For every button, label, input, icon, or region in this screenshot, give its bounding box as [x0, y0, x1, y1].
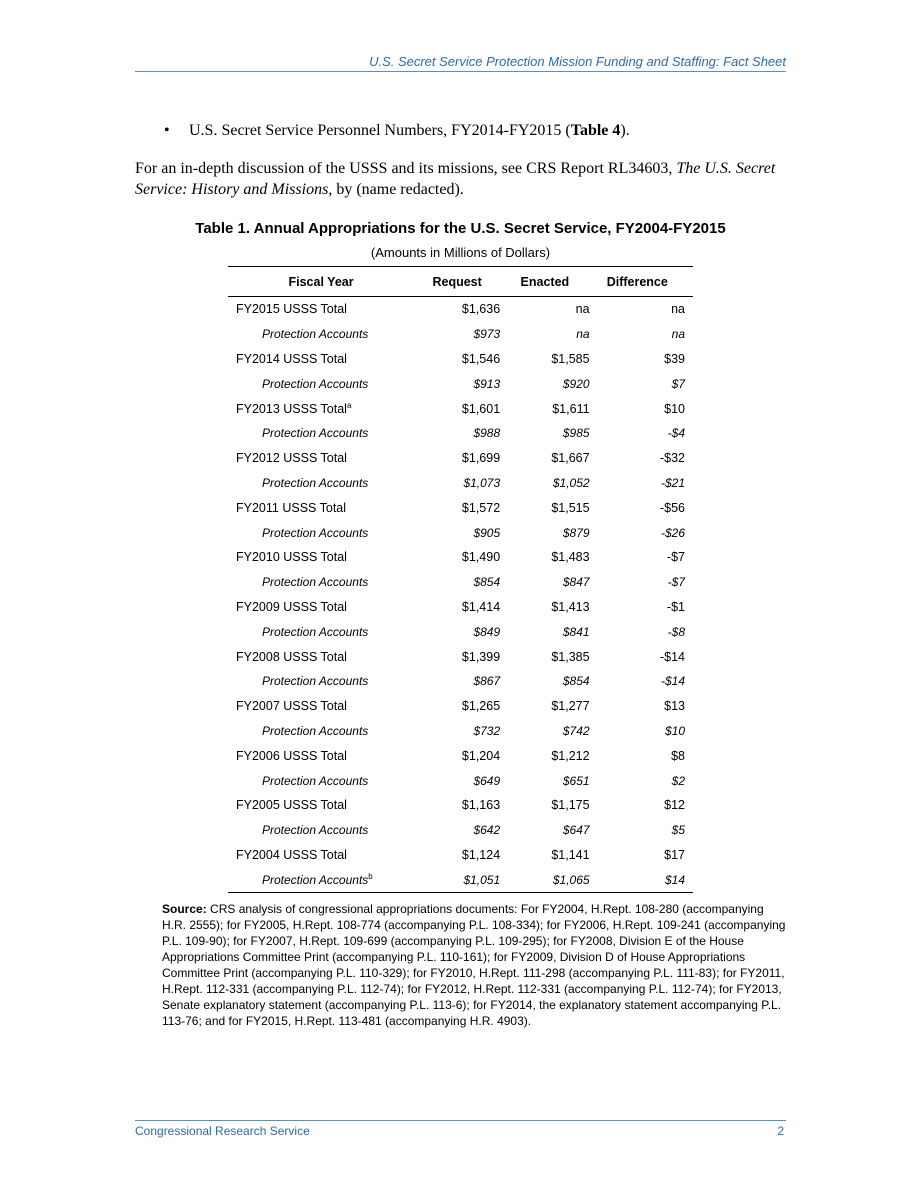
cell-enacted: [500, 669, 589, 694]
cell-enacted-text: $1,212: [551, 748, 590, 763]
cell-difference: [590, 297, 693, 322]
cell-enacted: [500, 371, 589, 396]
cell-fiscal-year: [228, 843, 414, 868]
table-row-protection-accounts: [228, 570, 693, 595]
cell-difference-text: -$8: [667, 624, 685, 639]
source-text: CRS analysis of congressional appropriations documents: For FY2004, H.Rept. 108-280 (accompanying H.R. 2555); for FY2005, H.Rept. 108-774 (accompanying P.L. 108-334); for FY2006, H.Rept. 109-241 (accompanying P.L. 109-90); for FY2007, H.Rept. 109-699 (accompanying P.L. 109-295); for FY2008, Division E of the House Appropriations Committee Print (accompanying P.L. 110-161); for FY2009, Division D of House Appropriations Committee Print (accompanying P.L. 110-329); for FY2010, H.Rept. 111-298 (accompanying P.L. 111-83); for FY2011, H.Rept. 112-331 (accompanying P.L. 112-74); for FY2012, H.Rept. 112-331 (accompanying P.L. 112-74); for FY2013, Senate explanatory statement (accompanying P.L. 113-6); for FY2014, the explanatory statement accompanying P.L. 113-76; and for FY2015, H.Rept. 113-481 (accompanying H.R. 4903).: [162, 902, 786, 1028]
bullet-dot: •: [164, 122, 170, 139]
cell-request: [414, 297, 500, 322]
cell-request: [414, 322, 500, 347]
cell-request: [414, 396, 500, 421]
cell-request-text: $1,204: [461, 748, 501, 763]
report-title: The U.S. Secret Service: History and Missions: [135, 160, 776, 198]
cell-difference-text: -$14: [660, 674, 685, 689]
cell-fiscal-year-text: FY2009 USSS Total: [236, 599, 347, 614]
cell-request: [414, 471, 500, 496]
cell-difference: [590, 669, 693, 694]
bullet-text-after: ).: [620, 122, 630, 139]
cell-enacted: [500, 322, 589, 347]
cell-request-text: $1,073: [463, 475, 501, 490]
cell-enacted: [500, 843, 589, 868]
cell-enacted-text: $879: [562, 525, 590, 540]
page-footer: [135, 1120, 786, 1138]
cell-request-text: $732: [473, 723, 501, 738]
cell-request: [414, 446, 500, 471]
cell-request: [414, 595, 500, 620]
table-row-usss-total: [228, 843, 693, 868]
cell-difference: [590, 818, 693, 843]
cell-fiscal-year: [228, 545, 414, 570]
cell-enacted: [500, 793, 589, 818]
column-header-request: Request: [414, 267, 500, 297]
cell-fiscal-year: [228, 595, 414, 620]
cell-enacted-text: na: [576, 327, 590, 342]
cell-enacted-text: $854: [562, 674, 590, 689]
cell-fiscal-year: [228, 768, 414, 793]
column-header-difference: Difference: [590, 267, 693, 297]
cell-difference-text: $10: [664, 401, 685, 416]
cell-enacted: [500, 545, 589, 570]
cell-enacted-text: $920: [562, 376, 590, 391]
table-row-usss-total: [228, 297, 693, 322]
cell-request: [414, 867, 500, 892]
cell-difference: [590, 421, 693, 446]
cell-enacted-text: $847: [562, 575, 590, 590]
cell-difference-text: $39: [664, 351, 685, 366]
cell-request: [414, 421, 500, 446]
appropriations-table: [228, 266, 693, 893]
cell-enacted: [500, 719, 589, 744]
cell-enacted: [500, 297, 589, 322]
table-row-protection-accounts: [228, 371, 693, 396]
cell-enacted: [500, 768, 589, 793]
table-row-usss-total: [228, 644, 693, 669]
cell-fiscal-year: [228, 619, 414, 644]
footer-org: Congressional Research Service: [135, 1124, 310, 1138]
cell-difference: [590, 694, 693, 719]
cell-fiscal-year-text: Protection Accounts: [262, 674, 369, 689]
cell-request: [414, 520, 500, 545]
column-header-fiscal-year: Fiscal Year: [228, 267, 414, 297]
source-note: [162, 901, 788, 1029]
cell-difference-text: $2: [671, 773, 685, 788]
cell-fiscal-year: [228, 669, 414, 694]
cell-enacted-text: $647: [562, 823, 590, 838]
cell-request: [414, 768, 500, 793]
cell-request-text: $1,051: [463, 872, 501, 887]
cell-fiscal-year-text: Protection Accounts: [262, 624, 369, 639]
cell-fiscal-year-text: FY2005 USSS Total: [236, 798, 347, 813]
cell-fiscal-year-text: Protection Accounts: [262, 525, 369, 540]
cell-request: [414, 669, 500, 694]
cell-difference: [590, 644, 693, 669]
table-row-protection-accounts: [228, 520, 693, 545]
cell-fiscal-year-text: FY2012 USSS Total: [236, 451, 347, 466]
cell-request: [414, 347, 500, 372]
cell-difference: [590, 322, 693, 347]
table-row-usss-total: [228, 545, 693, 570]
cell-fiscal-year-text: Protection Accounts: [262, 475, 369, 490]
cell-fiscal-year-text: Protection Accounts: [262, 773, 369, 788]
cell-difference: [590, 371, 693, 396]
footnote-marker[interactable]: b: [368, 871, 373, 881]
cell-difference: [590, 570, 693, 595]
cell-fiscal-year: [228, 570, 414, 595]
running-title: U.S. Secret Service Protection Mission Funding and Staffing: Fact Sheet: [369, 54, 786, 69]
cell-difference-text: -$7: [666, 550, 685, 565]
cell-fiscal-year: [228, 719, 414, 744]
cell-fiscal-year-text: FY2010 USSS Total: [236, 550, 347, 565]
cell-request: [414, 843, 500, 868]
cell-request: [414, 818, 500, 843]
cell-request-text: $1,399: [461, 649, 501, 664]
table-title: Table 1. Annual Appropriations for the U.S. Secret Service, FY2004-FY2015: [195, 220, 726, 237]
cell-request: [414, 719, 500, 744]
cell-request: [414, 545, 500, 570]
cell-enacted: [500, 421, 589, 446]
table-row-usss-total: [228, 743, 693, 768]
cell-enacted: [500, 867, 589, 892]
cell-enacted: [500, 595, 589, 620]
cell-fiscal-year-text: FY2006 USSS Total: [236, 748, 347, 763]
cell-fiscal-year: [228, 396, 414, 421]
cell-fiscal-year: [228, 495, 414, 520]
table-row-protection-accounts: [228, 768, 693, 793]
cell-enacted-text: $1,277: [551, 699, 590, 714]
cell-enacted: [500, 347, 589, 372]
cell-fiscal-year: [228, 694, 414, 719]
cell-difference: [590, 495, 693, 520]
table-row-protection-accounts: [228, 719, 693, 744]
cell-request-text: $642: [473, 823, 501, 838]
cell-difference-text: $13: [664, 699, 685, 714]
cell-enacted: [500, 644, 589, 669]
cell-request-text: $867: [473, 674, 501, 689]
cell-request: [414, 570, 500, 595]
cell-difference-text: -$26: [660, 525, 685, 540]
table-row-protection-accounts: [228, 619, 693, 644]
cell-fiscal-year-text: Protection Accounts: [262, 723, 369, 738]
cell-difference-text: $17: [664, 847, 685, 862]
cell-fiscal-year: [228, 644, 414, 669]
cell-fiscal-year: [228, 867, 414, 892]
cell-request-text: $905: [473, 525, 501, 540]
cell-enacted-text: $985: [562, 426, 590, 441]
cell-fiscal-year: [228, 818, 414, 843]
bullet-text-before: U.S. Secret Service Personnel Numbers, FY2014-FY2015 (: [189, 122, 571, 139]
cell-difference: [590, 520, 693, 545]
column-header-enacted: Enacted: [500, 267, 589, 297]
intro-text-after: , by (name redacted).: [328, 181, 464, 198]
cell-difference-text: $10: [664, 723, 685, 738]
cell-fiscal-year-text: FY2015 USSS Total: [236, 302, 347, 317]
cell-request-text: $1,414: [461, 599, 501, 614]
cell-difference: [590, 595, 693, 620]
cell-enacted: [500, 520, 589, 545]
cell-fiscal-year: [228, 347, 414, 372]
cell-fiscal-year-text: Protection Accounts: [262, 327, 369, 342]
cell-difference: [590, 793, 693, 818]
cell-fiscal-year: [228, 471, 414, 496]
table-row-protection-accounts: [228, 471, 693, 496]
cell-enacted-text: $1,385: [551, 649, 590, 664]
cell-difference: [590, 471, 693, 496]
cell-fiscal-year: [228, 446, 414, 471]
cell-difference: [590, 446, 693, 471]
cell-difference-text: -$14: [659, 649, 685, 664]
cell-difference-text: na: [671, 302, 685, 317]
cell-request-text: $1,265: [461, 699, 501, 714]
running-header: [135, 54, 786, 72]
cell-request: [414, 793, 500, 818]
cell-difference-text: na: [671, 327, 685, 342]
cell-fiscal-year: [228, 421, 414, 446]
page-number: 2: [777, 1124, 784, 1138]
cell-difference-text: $8: [671, 748, 685, 763]
cell-enacted-text: $1,052: [552, 475, 590, 490]
cell-difference: [590, 719, 693, 744]
cell-difference: [590, 843, 693, 868]
cell-fiscal-year: [228, 793, 414, 818]
cell-request-text: $854: [473, 575, 501, 590]
cell-fiscal-year-text: Protection Accounts: [262, 426, 369, 441]
cell-fiscal-year-text: FY2007 USSS Total: [236, 699, 347, 714]
intro-paragraph: [135, 158, 786, 200]
cell-request-text: $849: [473, 624, 501, 639]
cell-request-text: $1,699: [461, 451, 501, 466]
cell-enacted: [500, 495, 589, 520]
table-row-protection-accounts: [228, 421, 693, 446]
cell-enacted-text: $1,483: [551, 550, 590, 565]
cell-request-text: $1,636: [461, 302, 501, 317]
table-row-usss-total: [228, 793, 693, 818]
cell-request: [414, 694, 500, 719]
cell-fiscal-year-text: FY2008 USSS Total: [236, 649, 347, 664]
cell-enacted: [500, 619, 589, 644]
cell-difference-text: $7: [671, 376, 685, 391]
cell-fiscal-year-text: Protection Accounts: [262, 575, 369, 590]
cell-difference: [590, 396, 693, 421]
table-row-protection-accounts: [228, 867, 693, 892]
cell-fiscal-year: [228, 371, 414, 396]
cell-fiscal-year-text: FY2004 USSS Total: [236, 847, 347, 862]
cell-enacted-text: $1,175: [551, 798, 590, 813]
cell-request-text: $1,124: [461, 847, 501, 862]
cell-enacted-text: $1,611: [552, 401, 590, 416]
table-row-usss-total: [228, 396, 693, 421]
cell-enacted-text: $651: [562, 773, 590, 788]
cell-enacted: [500, 818, 589, 843]
cell-difference-text: -$1: [666, 599, 685, 614]
table-row-usss-total: [228, 495, 693, 520]
cell-request: [414, 743, 500, 768]
cell-request-text: $1,546: [461, 351, 501, 366]
cell-difference-text: -$7: [667, 575, 685, 590]
cell-enacted-text: $1,667: [551, 451, 590, 466]
cell-enacted: [500, 446, 589, 471]
cell-request-text: $1,490: [461, 550, 501, 565]
cell-fiscal-year-text: Protection Accounts: [262, 376, 369, 391]
cell-difference: [590, 867, 693, 892]
cell-request-text: $988: [473, 426, 501, 441]
table-row-usss-total: [228, 347, 693, 372]
cell-difference-text: -$4: [667, 426, 685, 441]
cell-fiscal-year: [228, 743, 414, 768]
cell-enacted: [500, 396, 589, 421]
cell-request-text: $973: [473, 327, 501, 342]
cell-fiscal-year-text: Protection Accounts: [262, 823, 369, 838]
table-header-row: [228, 267, 693, 297]
cell-fiscal-year: [228, 520, 414, 545]
footnote-marker[interactable]: a: [346, 400, 352, 410]
cell-difference: [590, 545, 693, 570]
cell-request: [414, 619, 500, 644]
table-4-reference: Table 4: [570, 122, 621, 139]
cell-enacted: [500, 471, 589, 496]
cell-enacted-text: $742: [562, 723, 590, 738]
table-row-protection-accounts: [228, 322, 693, 347]
cell-difference: [590, 743, 693, 768]
cell-request-text: $1,601: [461, 401, 501, 416]
table-row-protection-accounts: [228, 669, 693, 694]
cell-request: [414, 495, 500, 520]
cell-enacted-text: $1,413: [551, 599, 590, 614]
cell-difference-text: $5: [671, 823, 685, 838]
cell-enacted: [500, 570, 589, 595]
cell-difference: [590, 347, 693, 372]
cell-difference: [590, 768, 693, 793]
cell-difference-text: -$32: [659, 451, 685, 466]
table-subtitle: (Amounts in Millions of Dollars): [370, 245, 551, 260]
table-row-protection-accounts: [228, 818, 693, 843]
cell-difference-text: $14: [664, 872, 685, 887]
source-label: Source:: [162, 902, 207, 916]
cell-fiscal-year: [228, 322, 414, 347]
cell-fiscal-year-text: FY2014 USSS Total: [236, 351, 347, 366]
cell-request-text: $913: [473, 376, 501, 391]
cell-enacted-text: $1,515: [551, 500, 590, 515]
table-body: [228, 297, 693, 893]
cell-difference-text: -$21: [660, 475, 685, 490]
cell-enacted-text: $1,065: [552, 872, 590, 887]
cell-fiscal-year-text: FY2013 USSS Total: [236, 401, 347, 416]
cell-difference: [590, 619, 693, 644]
cell-enacted: [500, 743, 589, 768]
cell-fiscal-year-text: FY2011 USSS Total: [236, 500, 347, 515]
cell-request-text: $1,572: [461, 500, 501, 515]
cell-enacted-text: $1,585: [551, 351, 590, 366]
cell-fiscal-year-text: Protection Accounts: [262, 872, 369, 887]
cell-difference-text: -$56: [659, 500, 685, 515]
cell-fiscal-year: [228, 297, 414, 322]
cell-enacted-text: na: [575, 302, 590, 317]
cell-request: [414, 371, 500, 396]
table-row-usss-total: [228, 694, 693, 719]
cell-difference-text: $12: [664, 798, 685, 813]
cell-enacted-text: $1,141: [551, 847, 590, 862]
intro-text-before: For an in-depth discussion of the USSS and its missions, see CRS Report RL34603,: [135, 160, 677, 177]
cell-request: [414, 644, 500, 669]
cell-request-text: $1,163: [461, 798, 501, 813]
bullet-text: [189, 122, 630, 140]
table-row-usss-total: [228, 595, 693, 620]
cell-request-text: $649: [473, 773, 501, 788]
cell-enacted: [500, 694, 589, 719]
cell-enacted-text: $841: [562, 624, 590, 639]
table-row-usss-total: [228, 446, 693, 471]
